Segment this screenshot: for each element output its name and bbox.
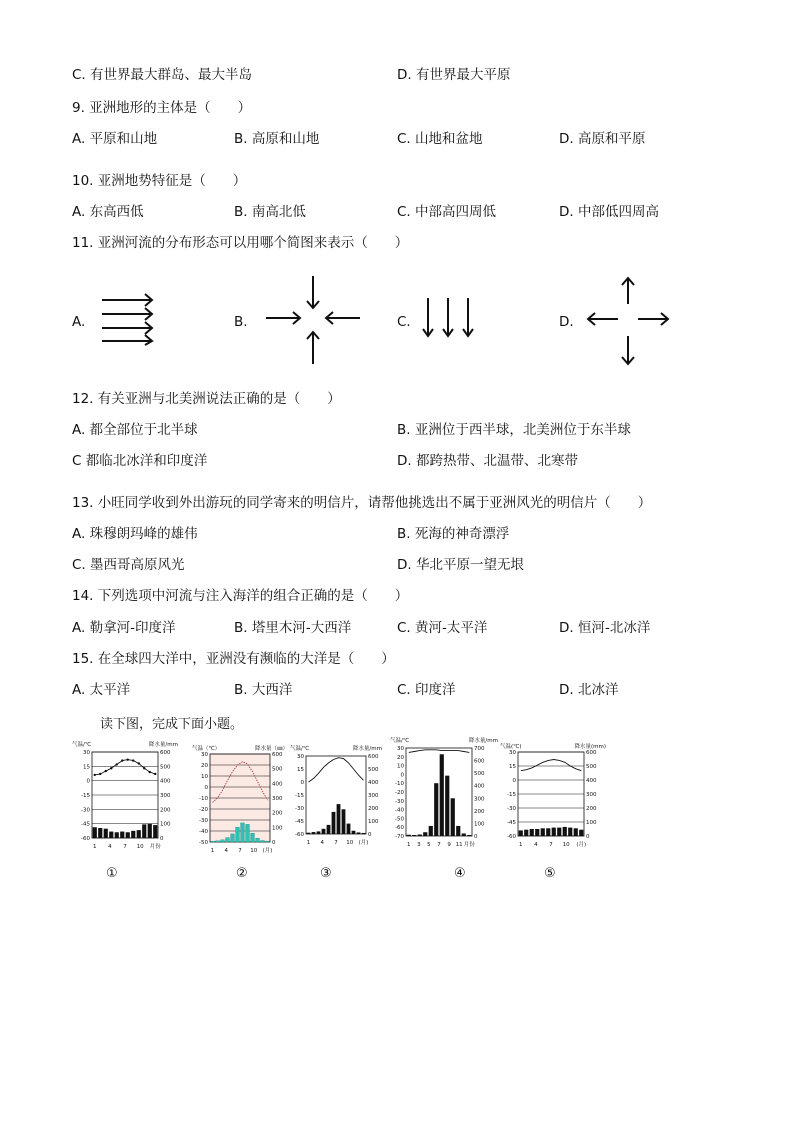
- precipitation-bar: [231, 834, 235, 842]
- precipitation-bar: [153, 825, 157, 838]
- month-tick-label: 7: [334, 840, 338, 846]
- month-tick-label: 4: [534, 842, 538, 848]
- precipitation-axis-title: 降水量/mm: [148, 742, 178, 748]
- temperature-tick-label: -70: [395, 834, 404, 840]
- temperature-tick-label: 30: [297, 754, 304, 760]
- precipitation-bar: [563, 827, 567, 836]
- temperature-tick-label: -15: [295, 793, 304, 799]
- precipitation-bar: [541, 828, 545, 836]
- precipitation-bar: [362, 833, 366, 834]
- precipitation-axis-title: 降水量/mm: [352, 746, 382, 752]
- q15-option-d: D. 北冰洋: [559, 682, 619, 698]
- temperature-point: [143, 767, 145, 769]
- precipitation-bar: [307, 833, 311, 834]
- precipitation-bar: [357, 832, 361, 834]
- precipitation-bar: [327, 825, 331, 834]
- temperature-tick-label: -60: [395, 825, 404, 832]
- temperature-line: [95, 760, 156, 775]
- month-tick-label: 11: [455, 842, 463, 848]
- q14-option-c: C. 黄河-太平洋: [397, 620, 488, 636]
- q15-option-c: C. 印度洋: [397, 682, 456, 698]
- precipitation-tick-label: 0: [368, 832, 372, 838]
- q11-option-a: A.: [72, 314, 86, 330]
- temperature-point: [94, 774, 96, 776]
- q9-option-d: D. 高原和平原: [559, 131, 646, 147]
- precipitation-bar: [332, 812, 336, 834]
- precipitation-tick-label: 400: [272, 781, 283, 788]
- precipitation-bar: [120, 832, 124, 838]
- temperature-tick-label: 0: [86, 778, 90, 785]
- precipitation-bar: [337, 804, 341, 834]
- q11-option-c: C.: [397, 314, 411, 330]
- temperature-axis-title: 气温/℃: [390, 738, 410, 744]
- precipitation-bar: [236, 827, 240, 842]
- precipitation-bar: [347, 824, 351, 834]
- temperature-tick-label: 15: [83, 764, 90, 771]
- precipitation-bar: [211, 841, 215, 842]
- month-tick-label: 月份: [149, 844, 161, 850]
- precipitation-tick-label: 0: [586, 834, 590, 840]
- temperature-point: [110, 767, 112, 769]
- temperature-line: [521, 760, 582, 771]
- temperature-tick-label: 0: [512, 778, 516, 784]
- precipitation-tick-label: 200: [474, 808, 485, 815]
- temperature-tick-label: 0: [400, 772, 404, 779]
- temperature-tick-label: -30: [81, 807, 90, 814]
- climate-chart-svg: [390, 736, 498, 850]
- precipitation-bar: [434, 783, 438, 836]
- precipitation-bar: [445, 776, 449, 836]
- precipitation-bar: [530, 829, 534, 836]
- q12-stem: 12. 有关亚洲与北美洲说法正确的是（ ）: [72, 391, 341, 407]
- temperature-point: [132, 759, 134, 761]
- q10-stem: 10. 亚洲地势特征是（ ）: [72, 173, 247, 189]
- climate-chart-svg: [72, 740, 178, 852]
- precipitation-tick-label: 300: [368, 793, 379, 799]
- precipitation-bar: [216, 841, 220, 842]
- temperature-point: [121, 759, 123, 761]
- temperature-point: [99, 773, 101, 775]
- precipitation-tick-label: 500: [272, 766, 283, 773]
- precipitation-bar: [312, 832, 316, 834]
- q14-option-b: B. 塔里木河-大西洋: [234, 620, 352, 636]
- q9-option-a: A. 平原和山地: [72, 131, 158, 147]
- month-tick-label: (月): [576, 842, 587, 848]
- temperature-point: [127, 758, 129, 760]
- q12-option-b: B. 亚洲位于西半球，北美洲位于东半球: [397, 422, 631, 438]
- temperature-tick-label: 10: [201, 774, 208, 780]
- q13-option-d: D. 华北平原一望无垠: [397, 557, 524, 573]
- month-tick-label: 4: [320, 840, 324, 846]
- chart-label-3: ③: [320, 866, 332, 881]
- precipitation-bar: [148, 824, 152, 838]
- temperature-tick-label: -45: [81, 821, 90, 828]
- month-tick-label: 4: [224, 848, 228, 854]
- month-tick-label: 10: [250, 848, 258, 854]
- precipitation-bar: [266, 841, 270, 842]
- q12-option-a: A. 都全部位于北半球: [72, 422, 198, 438]
- precipitation-bar: [429, 826, 433, 836]
- q15-option-b: B. 大西洋: [234, 682, 293, 698]
- plot-frame: [306, 756, 366, 834]
- q8-option-d: D. 有世界最大平原: [397, 67, 511, 83]
- q11-option-b: B.: [234, 314, 248, 330]
- precipitation-tick-label: 0: [160, 836, 164, 842]
- temperature-tick-label: -15: [81, 793, 90, 799]
- precipitation-bar: [352, 831, 356, 834]
- climate-chart-svg: [192, 744, 288, 856]
- q9-option-b: B. 高原和山地: [234, 131, 320, 147]
- month-tick-label: 4: [108, 844, 112, 850]
- month-tick-label: 10: [562, 842, 570, 848]
- q10-option-a: A. 东高西低: [72, 204, 144, 220]
- precipitation-bar: [418, 834, 422, 836]
- temperature-point: [116, 763, 118, 765]
- q14-option-a: A. 勒拿河-印度洋: [72, 620, 176, 636]
- precipitation-bar: [142, 824, 146, 838]
- temperature-tick-label: -50: [199, 840, 208, 846]
- temperature-tick-label: -30: [395, 798, 404, 805]
- precipitation-bar: [241, 823, 245, 842]
- temperature-tick-label: 15: [297, 767, 304, 773]
- precipitation-tick-label: 200: [586, 806, 597, 812]
- precipitation-bar: [524, 830, 528, 836]
- figure-instruction: 读下图，完成下面小题。: [100, 717, 244, 732]
- precipitation-axis-title: 降水量（㎜）: [254, 746, 288, 752]
- month-tick-label: 7: [238, 848, 242, 854]
- precipitation-tick-label: 600: [160, 750, 171, 756]
- q10-option-b: B. 南高北低: [234, 204, 306, 220]
- temperature-tick-label: -60: [507, 834, 516, 840]
- q13-option-c: C. 墨西哥高原风光: [72, 557, 185, 573]
- precipitation-tick-label: 300: [160, 793, 171, 799]
- q10-option-c: C. 中部高四周低: [397, 204, 497, 220]
- precipitation-bar: [342, 809, 346, 834]
- temperature-tick-label: -10: [199, 796, 208, 802]
- precipitation-bar: [104, 829, 108, 838]
- precipitation-tick-label: 500: [368, 767, 379, 773]
- precipitation-tick-label: 0: [474, 834, 478, 840]
- q10-option-d: D. 中部低四周高: [559, 204, 659, 220]
- precipitation-bar: [423, 832, 427, 836]
- precipitation-tick-label: 200: [272, 810, 283, 817]
- q11-option-d: D.: [559, 314, 574, 330]
- precipitation-tick-label: 300: [474, 796, 485, 803]
- month-tick-label: 1: [93, 844, 97, 850]
- precipitation-bar: [317, 831, 321, 834]
- temperature-tick-label: 30: [509, 750, 516, 756]
- precipitation-tick-label: 300: [586, 792, 597, 798]
- month-tick-label: (月): [262, 848, 273, 854]
- precipitation-tick-label: 100: [368, 819, 379, 825]
- precipitation-tick-label: 100: [272, 825, 283, 832]
- q13-option-b: B. 死海的神奇漂浮: [397, 526, 510, 542]
- precipitation-axis-title: 降水量/mm: [468, 738, 498, 744]
- temperature-point: [105, 770, 107, 772]
- precipitation-bar: [467, 835, 471, 836]
- precipitation-bar: [226, 838, 230, 842]
- precipitation-bar: [109, 832, 113, 838]
- month-tick-label: 5: [427, 842, 431, 848]
- temperature-point: [149, 771, 151, 773]
- precipitation-tick-label: 100: [474, 821, 485, 828]
- precipitation-tick-label: 200: [368, 806, 379, 812]
- month-tick-label: 10: [346, 840, 354, 846]
- arrows-parallel-east-icon: [100, 290, 156, 346]
- precipitation-bar: [519, 830, 523, 836]
- temperature-tick-label: 20: [397, 754, 404, 761]
- chart-label-4: ④: [454, 866, 466, 881]
- precipitation-tick-label: 600: [368, 754, 379, 760]
- temperature-line: [409, 750, 470, 753]
- q12-option-c: C 都临北冰洋和印度洋: [72, 453, 208, 469]
- q14-option-d: D. 恒河-北冰洋: [559, 620, 651, 636]
- temperature-axis-title: 气温/℃: [72, 742, 92, 748]
- precipitation-bar: [557, 828, 561, 836]
- temperature-line: [309, 758, 364, 782]
- precipitation-tick-label: 400: [368, 780, 379, 786]
- precipitation-bar: [579, 830, 583, 836]
- climate-chart-svg: [290, 744, 382, 848]
- arrows-diverging-icon: [584, 274, 672, 368]
- precipitation-tick-label: 500: [474, 771, 485, 778]
- temperature-point: [154, 773, 156, 775]
- chart-label-5: ⑤: [544, 866, 556, 881]
- precipitation-tick-label: 700: [474, 746, 485, 752]
- precipitation-bar: [451, 798, 455, 836]
- precipitation-bar: [131, 831, 135, 838]
- temperature-tick-label: -45: [507, 820, 516, 826]
- temperature-tick-label: 0: [204, 785, 208, 791]
- q13-stem: 13. 小旺同学收到外出游玩的同学寄来的明信片，请帮他挑选出不属于亚洲风光的明信片（ ）: [72, 495, 652, 511]
- arrows-converging-icon: [264, 274, 364, 366]
- precipitation-tick-label: 600: [586, 750, 597, 756]
- temperature-tick-label: 0: [300, 780, 304, 786]
- q12-option-d: D. 都跨热带、北温带、北寒带: [397, 453, 578, 469]
- precipitation-bar: [568, 828, 572, 836]
- month-tick-label: 1: [210, 848, 215, 854]
- climate-chart-5: [500, 742, 606, 854]
- temperature-tick-label: -30: [199, 818, 208, 824]
- precipitation-tick-label: 600: [474, 758, 485, 765]
- q11-stem: 11. 亚洲河流的分布形态可以用哪个简图来表示（ ）: [72, 235, 409, 251]
- chart-label-2: ②: [236, 866, 248, 881]
- temperature-tick-label: -30: [295, 806, 304, 812]
- month-tick-label: 1: [519, 842, 523, 848]
- precipitation-tick-label: 100: [586, 820, 597, 826]
- q9-stem: 9. 亚洲地形的主体是（ ）: [72, 100, 252, 116]
- precipitation-bar: [407, 835, 411, 836]
- temperature-tick-label: -20: [199, 807, 208, 813]
- month-tick-label: 10: [136, 844, 144, 850]
- precipitation-tick-label: 200: [160, 807, 171, 814]
- q13-option-a: A. 珠穆朗玛峰的雄伟: [72, 526, 198, 542]
- temperature-tick-label: -10: [395, 781, 404, 788]
- precipitation-tick-label: 400: [586, 778, 597, 784]
- q15-stem: 15. 在全球四大洋中，亚洲没有濒临的大洋是（ ）: [72, 651, 395, 667]
- precipitation-bar: [462, 833, 466, 836]
- precipitation-tick-label: 400: [160, 778, 171, 785]
- precipitation-bar: [251, 833, 255, 842]
- precipitation-tick-label: 300: [272, 796, 283, 802]
- month-tick-label: 7: [123, 844, 127, 850]
- temperature-tick-label: 30: [201, 752, 208, 758]
- temperature-tick-label: -40: [395, 807, 404, 814]
- month-tick-label: 1: [407, 842, 411, 848]
- temperature-axis-title: 气温（℃）: [192, 746, 221, 752]
- climate-chart-4: [390, 736, 498, 854]
- temperature-tick-label: 30: [397, 746, 404, 752]
- precipitation-bar: [256, 838, 260, 842]
- precipitation-axis-title: 降水量(mm): [574, 744, 606, 750]
- month-tick-label: 3: [417, 842, 421, 848]
- precipitation-tick-label: 0: [272, 840, 276, 846]
- temperature-tick-label: 10: [397, 763, 404, 770]
- precipitation-tick-label: 600: [272, 752, 283, 758]
- q15-option-a: A. 太平洋: [72, 682, 131, 698]
- chart-label-1: ①: [106, 866, 118, 881]
- precipitation-bar: [126, 832, 130, 838]
- precipitation-bar: [115, 832, 119, 838]
- temperature-tick-label: 20: [201, 763, 208, 769]
- precipitation-tick-label: 500: [160, 764, 171, 771]
- precipitation-bar: [535, 829, 539, 836]
- q9-option-c: C. 山地和盆地: [397, 131, 483, 147]
- arrows-parallel-south-icon: [420, 296, 476, 340]
- precipitation-bar: [221, 840, 225, 842]
- precipitation-bar: [93, 827, 97, 838]
- temperature-tick-label: -20: [395, 790, 404, 796]
- precipitation-tick-label: 100: [160, 821, 171, 828]
- precipitation-bar: [574, 828, 578, 836]
- climate-chart-3: [290, 744, 382, 852]
- precipitation-tick-label: 400: [474, 783, 485, 790]
- plot-frame: [406, 748, 472, 836]
- temperature-axis-title: 气温/℃: [290, 746, 310, 752]
- temperature-tick-label: -40: [199, 829, 208, 835]
- temperature-tick-label: -60: [81, 836, 90, 842]
- precipitation-bar: [412, 835, 416, 836]
- precipitation-tick-label: 500: [586, 764, 597, 770]
- temperature-tick-label: -15: [507, 792, 516, 798]
- climate-chart-2: [192, 744, 288, 860]
- month-tick-label: 1: [306, 840, 311, 846]
- precipitation-bar: [552, 828, 556, 836]
- month-tick-label: 月份: [463, 842, 475, 848]
- temperature-tick-label: -50: [395, 816, 404, 823]
- temperature-tick-label: -30: [507, 806, 516, 812]
- precipitation-bar: [98, 828, 102, 838]
- precipitation-bar: [322, 829, 326, 834]
- temperature-tick-label: -45: [295, 819, 304, 825]
- temperature-tick-label: 15: [509, 764, 516, 770]
- month-tick-label: 7: [549, 842, 553, 848]
- month-tick-label: (月): [358, 840, 369, 846]
- precipitation-bar: [246, 824, 250, 842]
- precipitation-bar: [546, 828, 550, 836]
- precipitation-bar: [261, 841, 265, 842]
- temperature-axis-title: 气温(℃): [500, 744, 522, 750]
- temperature-tick-label: -60: [295, 832, 304, 838]
- month-tick-label: 7: [437, 842, 441, 848]
- q14-stem: 14. 下列选项中河流与注入海洋的组合正确的是（ ）: [72, 588, 409, 604]
- temperature-point: [138, 762, 140, 764]
- q8-option-c: C. 有世界最大群岛、最大半岛: [72, 67, 253, 83]
- climate-chart-1: [72, 740, 178, 856]
- precipitation-bar: [440, 754, 444, 836]
- climate-chart-svg: [500, 742, 606, 850]
- precipitation-bar: [456, 826, 460, 836]
- temperature-tick-label: 30: [83, 750, 90, 756]
- precipitation-bar: [137, 830, 141, 838]
- month-tick-label: 9: [447, 842, 451, 848]
